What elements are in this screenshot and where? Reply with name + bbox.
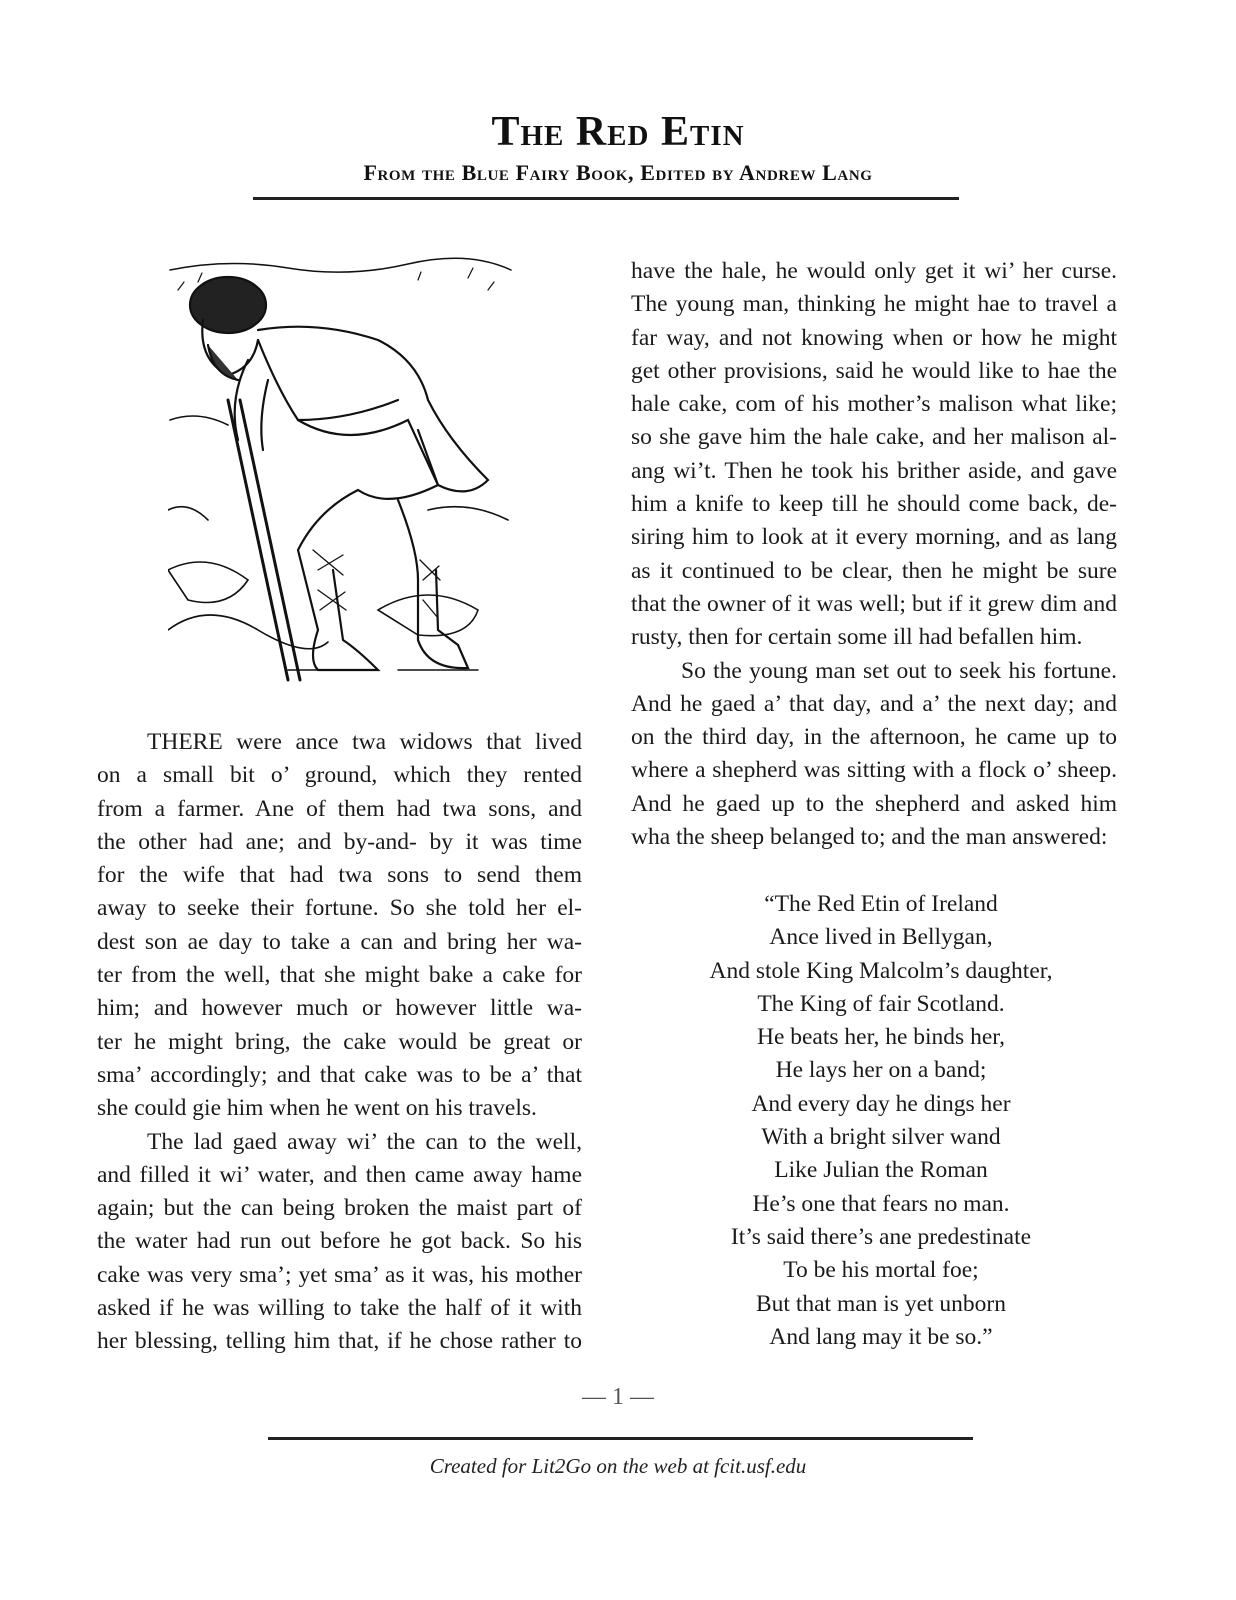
poem-line: Like Julian the Roman bbox=[774, 1157, 988, 1184]
poem-line: It’s said there’s ane predestinate bbox=[730, 1223, 1032, 1250]
text-line: as it continued to be clear, then he might be sure bbox=[631, 557, 1117, 584]
poem-line: He’s one that fears no man. bbox=[752, 1190, 1010, 1217]
illustration-giant-with-staff bbox=[168, 250, 513, 692]
text-line: that the owner of it was well; but if it grew dim and bbox=[631, 590, 1117, 617]
text-line: sma’ accordingly; and that cake was to be a’ that bbox=[97, 1061, 582, 1088]
poem-line: And stole King Malcolm’s daughter, bbox=[709, 957, 1053, 984]
text-line: And he gaed up to the shepherd and asked him bbox=[631, 790, 1117, 817]
poem-line: Ance lived in Bellygan, bbox=[769, 924, 993, 951]
text-line: him a knife to keep till he should come back, de- bbox=[631, 491, 1117, 518]
text-line: and filled it wi’ water, and then came away hame bbox=[97, 1161, 582, 1188]
text-line: for the wife that had twa sons to send them bbox=[97, 862, 582, 889]
text-line: on a small bit o’ ground, which they rented bbox=[97, 762, 582, 789]
text-line: The lad gaed away wi’ the can to the well, bbox=[147, 1128, 582, 1155]
page-number: — 1 — bbox=[582, 1384, 654, 1410]
text-line: get other provisions, said he would like to hae the bbox=[631, 357, 1117, 384]
text-line: ang wi’t. Then he took his brither aside, and gave bbox=[631, 457, 1117, 484]
text-line: So the young man set out to seek his fortune. bbox=[681, 657, 1117, 684]
text-line: ter he might bring, the cake would be great or bbox=[97, 1028, 582, 1055]
poem-line: He beats her, he binds her, bbox=[756, 1024, 1006, 1051]
text-line: him; and however much or however little wa- bbox=[97, 995, 582, 1022]
poem-line: And every day he dings her bbox=[751, 1090, 1011, 1117]
text-line: so she gave him the hale cake, and her malison al- bbox=[631, 424, 1117, 451]
text-line: The young man, thinking he might hae to travel a bbox=[631, 291, 1117, 318]
text-line: she could gie him when he went on his travels. bbox=[97, 1095, 537, 1122]
poem-line: “The Red Etin of Ireland bbox=[764, 891, 998, 917]
text-line: away to seeke their fortune. So she told her el- bbox=[97, 895, 582, 922]
text-line: hale cake, com of his mother’s malison what like; bbox=[631, 391, 1117, 418]
text-line: And he gaed a’ that day, and a’ the next day; and bbox=[631, 690, 1117, 717]
poem-line: He lays her on a band; bbox=[775, 1057, 987, 1084]
text-line: wha the sheep belanged to; and the man answered: bbox=[631, 824, 1108, 851]
text-line: have the hale, he would only get it wi’ her curse. bbox=[631, 258, 1117, 284]
footer-divider bbox=[268, 1437, 973, 1440]
poem-line: With a bright silver wand bbox=[761, 1124, 1001, 1151]
text-line: her blessing, telling him that, if he chose rather to bbox=[97, 1328, 582, 1355]
text-line: far way, and not knowing when or how he might bbox=[631, 324, 1117, 351]
poem-verse bbox=[631, 888, 1131, 1354]
poem-line: And lang may it be so.” bbox=[769, 1323, 993, 1350]
page-subtitle: From the Blue Fairy Book, Edited by Andrew Lang bbox=[363, 160, 873, 185]
page-title: The Red Etin bbox=[491, 109, 745, 155]
poem-line: To be his mortal foe; bbox=[783, 1257, 979, 1284]
text-line: ter from the well, that she might bake a cake for bbox=[97, 962, 582, 989]
text-line: dest son ae day to take a can and bring her wa- bbox=[97, 928, 582, 955]
text-line: siring him to look at it every morning, and as lang bbox=[631, 524, 1117, 551]
text-line: the water had run out before he got back. So his bbox=[97, 1228, 582, 1255]
poem-line: The King of fair Scotland. bbox=[757, 990, 1005, 1017]
poem-line: But that man is yet unborn bbox=[756, 1290, 1006, 1317]
text-line: THERE were ance twa widows that lived bbox=[147, 729, 582, 755]
footer-credit: Created for Lit2Go on the web at fcit.usf.edu bbox=[429, 1454, 807, 1478]
text-line: asked if he was willing to take the half of it with bbox=[97, 1295, 582, 1322]
left-column bbox=[97, 726, 582, 1359]
text-line: from a farmer. Ane of them had twa sons, and bbox=[97, 795, 582, 822]
text-line: where a shepherd was sitting with a flock o’ sheep. bbox=[631, 757, 1117, 784]
text-line: again; but the can being broken the maist part of bbox=[97, 1195, 582, 1222]
right-column bbox=[631, 255, 1117, 854]
header-divider bbox=[253, 197, 959, 200]
text-line: rusty, then for certain some ill had befallen him. bbox=[631, 624, 1083, 651]
text-line: the other had ane; and by-and- by it was time bbox=[97, 828, 582, 855]
text-line: cake was very sma’; yet sma’ as it was, his mother bbox=[97, 1261, 582, 1288]
text-line: on the third day, in the afternoon, he came up to bbox=[631, 724, 1117, 751]
